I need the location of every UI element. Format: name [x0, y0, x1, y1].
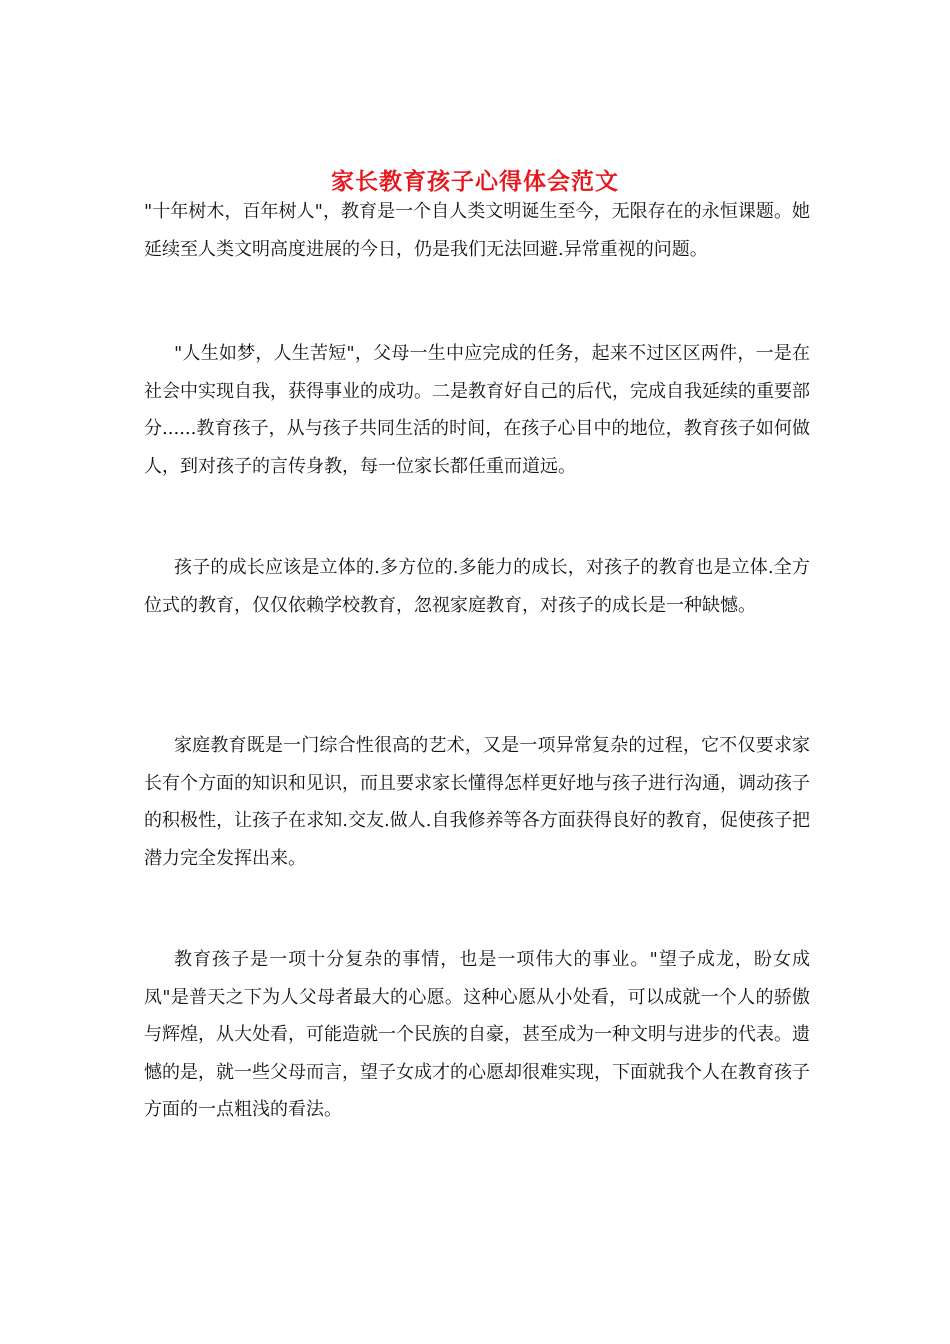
paragraph-3: 孩子的成长应该是立体的.多方位的.多能力的成长，对孩子的教育也是立体.全方位式的教育，仅仅依赖学校教育，忽视家庭教育，对孩子的成长是一种缺憾。: [144, 557, 810, 616]
paragraph-4: 家庭教育既是一门综合性很高的艺术，又是一项异常复杂的过程，它不仅要求家长有个方面的知识和见识，而且要求家长懂得怎样更好地与孩子进行沟通，调动孩子的积极性，让孩子在求知.交友.做人.自我修养等各方面获得良好的教育，促使孩子把潜力完全发挥出来。: [144, 735, 810, 869]
document-title: 家长教育孩子心得体会范文: [331, 168, 619, 196]
paragraph-1: "十年树木，百年树人"，教育是一个自人类文明诞生至今，无限存在的永恒课题。她延续至人类文明高度进展的今日，仍是我们无法回避.异常重视的问题。: [144, 201, 810, 260]
paragraph-5: 教育孩子是一项十分复杂的事情，也是一项伟大的事业。"望子成龙，盼女成凤"是普天之下为人父母者最大的心愿。这种心愿从小处看，可以成就一个人的骄傲与辉煌，从大处看，可能造就一个民族的自豪，甚至成为一种文明与进步的代表。遗憾的是，就一些父母而言，望子女成才的心愿却很难实现，下面就我个人在教育孩子方面的一点粗浅的看法。: [144, 949, 810, 1120]
paragraph-2: "人生如梦，人生苦短"，父母一生中应完成的任务，起来不过区区两件，一是在社会中实现自我，获得事业的成功。二是教育好自己的后代，完成自我延续的重要部分......教育孩子，从与孩子共同生活的时间，在孩子心目中的地位，教育孩子如何做人，到对孩子的言传身教，每一位家长都任重而道远。: [144, 343, 810, 477]
